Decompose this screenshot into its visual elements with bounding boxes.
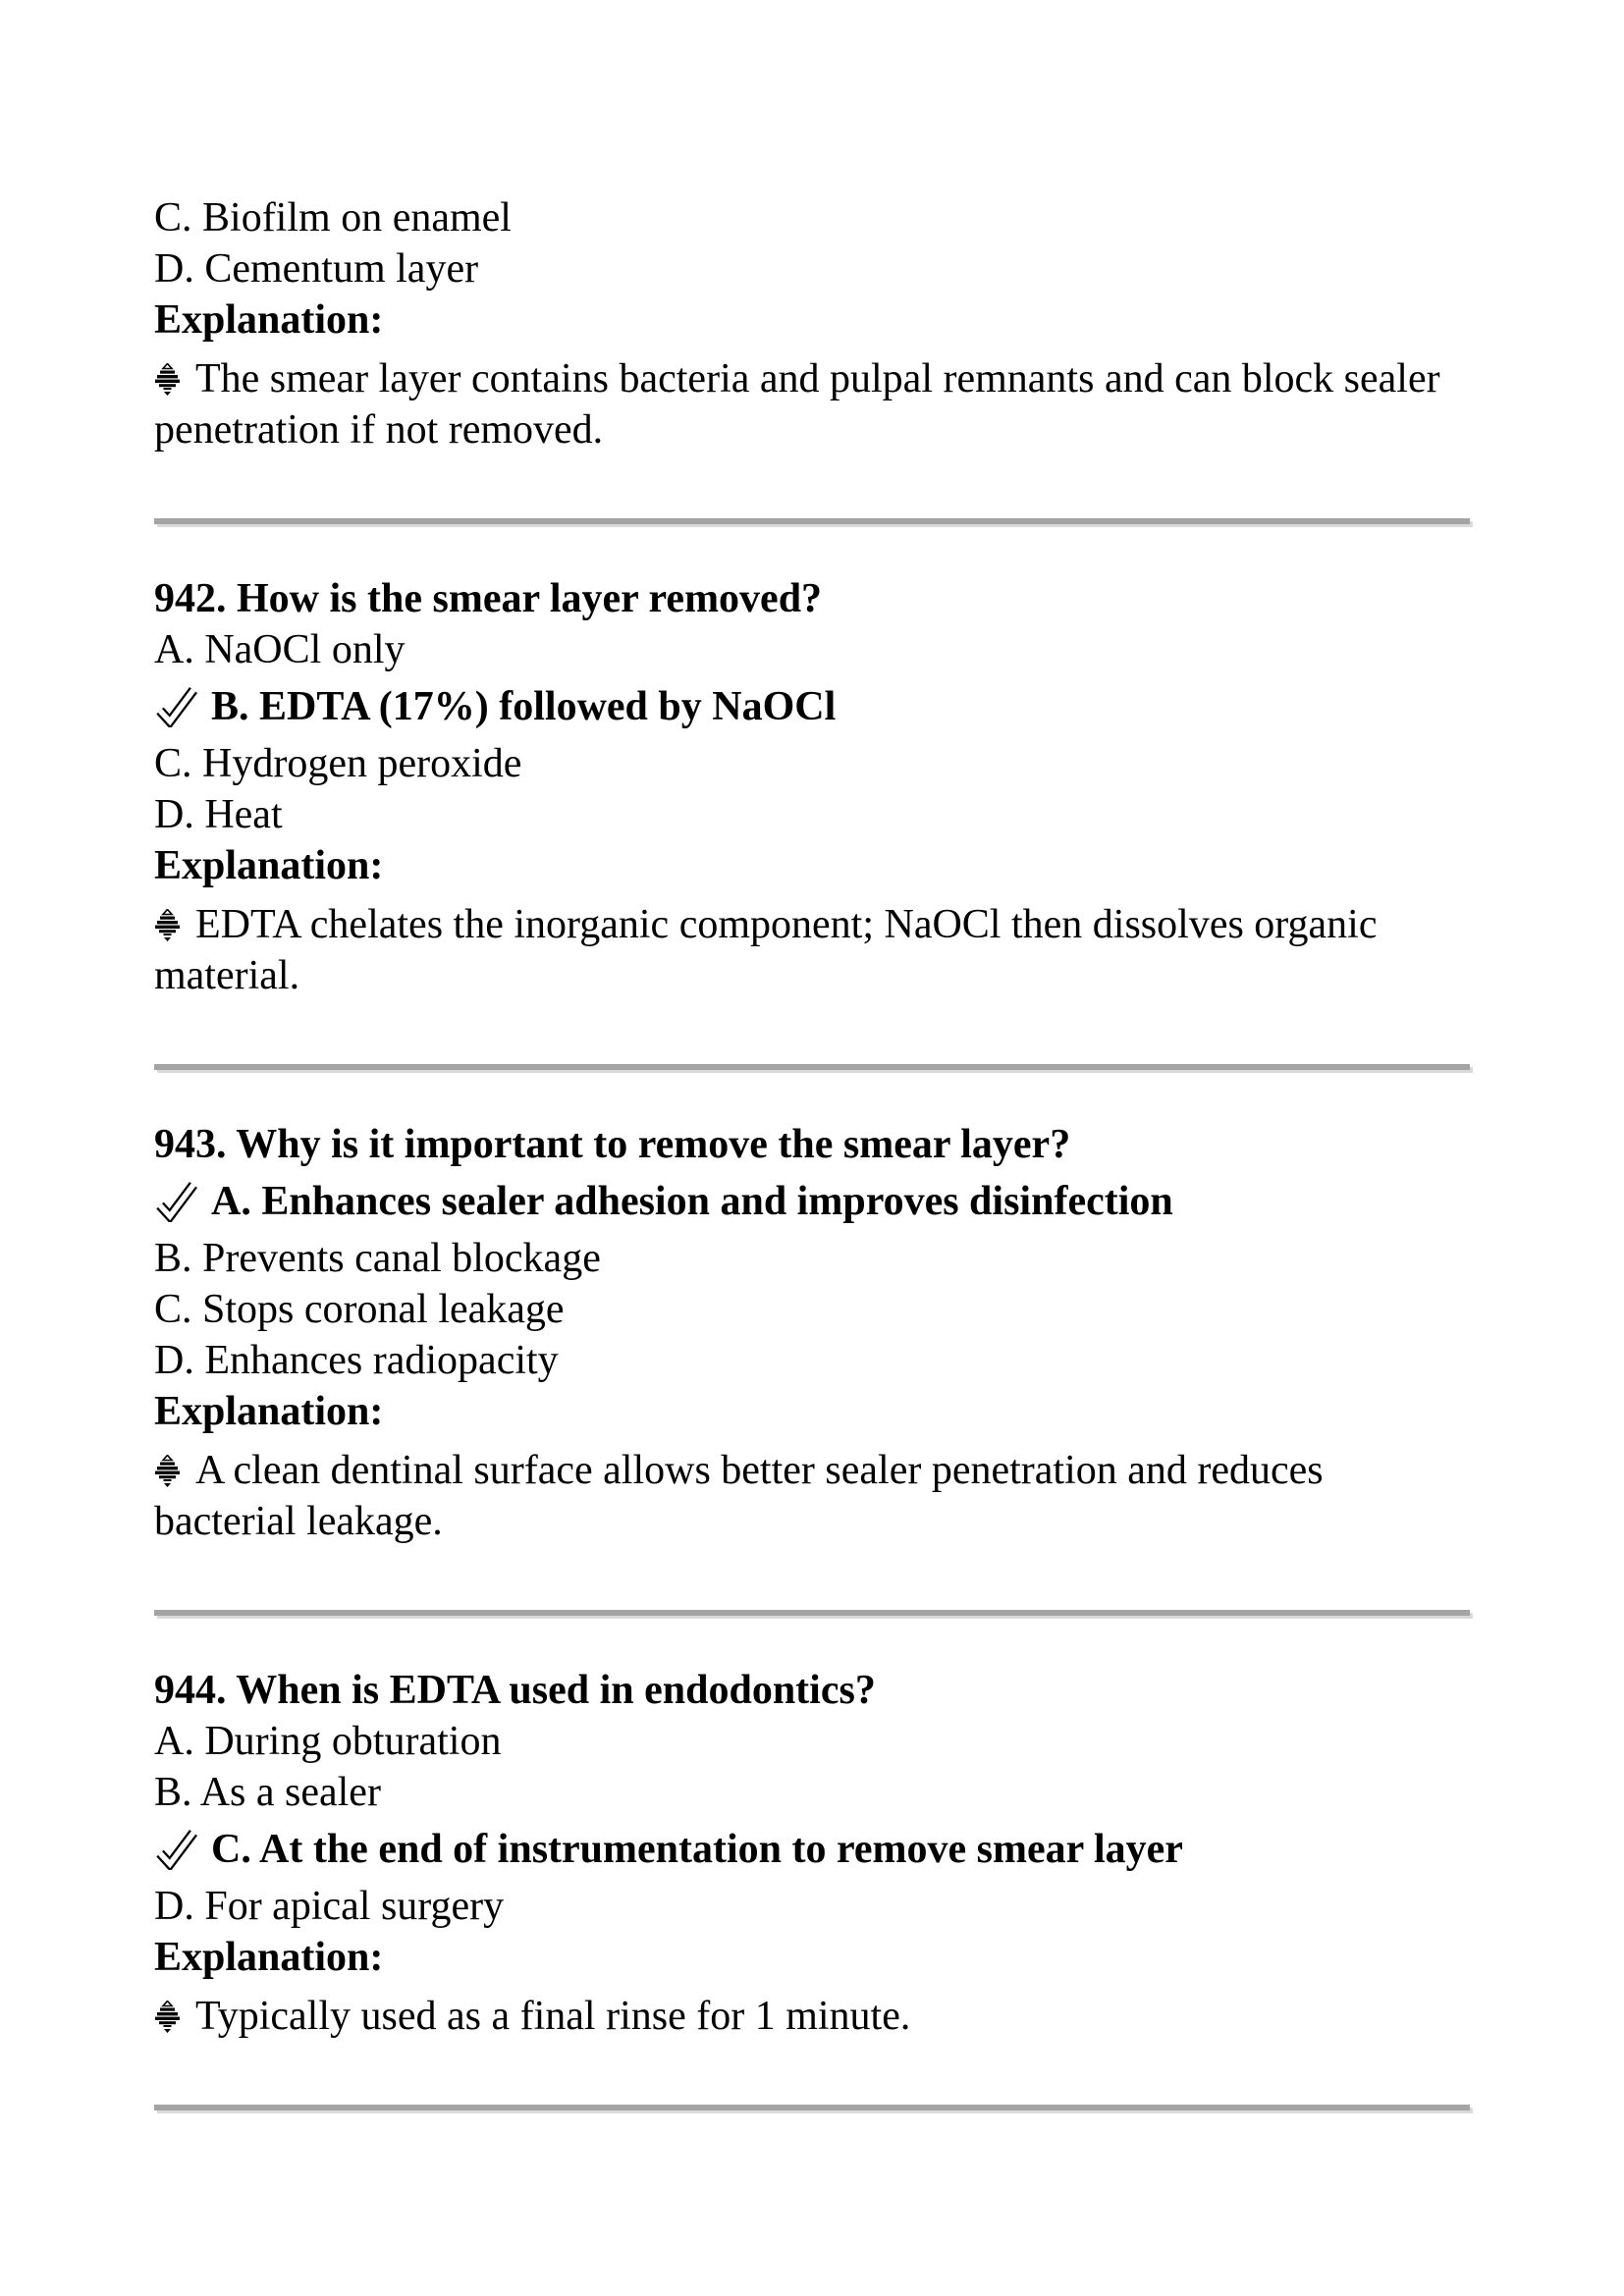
question-block xyxy=(154,192,1470,455)
explanation-text: The smear layer contains bacteria and pulpal remnants and can block sealer penetration if not removed. xyxy=(154,356,1440,453)
answer-option xyxy=(154,681,1470,732)
answer-option-label: B. EDTA (17%) followed by NaOCl xyxy=(211,684,837,729)
options-list xyxy=(154,1176,1470,1386)
question-title: 944. When is EDTA used in endodontics? xyxy=(154,1668,876,1713)
checkmark-icon xyxy=(154,686,197,727)
answer-option xyxy=(154,738,1470,789)
section-divider xyxy=(154,1064,1470,1070)
striped-diamond-icon xyxy=(154,363,181,396)
answer-option-label: C. Biofilm on enamel xyxy=(154,195,512,240)
answer-option xyxy=(154,624,1470,675)
section-divider xyxy=(154,1610,1470,1616)
answer-option-label: A. NaOCl only xyxy=(154,627,406,672)
answer-option xyxy=(154,243,1470,294)
explanation-paragraph xyxy=(154,1991,1470,2042)
answer-option-label: D. Enhances radiopacity xyxy=(154,1338,559,1383)
options-list xyxy=(154,192,1470,294)
question-title: 942. How is the smear layer removed? xyxy=(154,576,823,621)
questions-list xyxy=(154,192,1470,2110)
answer-option-label: B. As a sealer xyxy=(154,1770,381,1815)
answer-option-label: D. For apical surgery xyxy=(154,1884,505,1929)
explanation-text: A clean dentinal surface allows better sealer penetration and reduces bacterial leakage. xyxy=(154,1448,1324,1544)
striped-diamond-icon xyxy=(154,2001,181,2033)
section-divider xyxy=(154,2105,1470,2110)
answer-option-label: D. Heat xyxy=(154,792,283,837)
answer-option-label: C. Hydrogen peroxide xyxy=(154,741,522,786)
answer-option xyxy=(154,1881,1470,1932)
explanation-text: EDTA chelates the inorganic component; NaOCl then dissolves organic material. xyxy=(154,902,1378,998)
explanation-text: Typically used as a final rinse for 1 minute. xyxy=(195,1994,911,2039)
explanation-paragraph xyxy=(154,1445,1470,1547)
question-block xyxy=(154,1665,1470,2042)
answer-option xyxy=(154,1233,1470,1284)
answer-option xyxy=(154,1716,1470,1767)
answer-option xyxy=(154,1824,1470,1875)
answer-option-label: B. Prevents canal blockage xyxy=(154,1236,601,1281)
answer-option xyxy=(154,192,1470,243)
explanation-heading: Explanation: xyxy=(154,297,384,343)
options-list xyxy=(154,1716,1470,1932)
checkmark-icon xyxy=(154,1181,197,1222)
question-block xyxy=(154,573,1470,1001)
options-list xyxy=(154,624,1470,840)
explanation-heading: Explanation: xyxy=(154,1935,384,1980)
answer-option xyxy=(154,1335,1470,1386)
answer-option xyxy=(154,789,1470,840)
explanation-paragraph xyxy=(154,353,1470,455)
explanation-paragraph xyxy=(154,899,1470,1001)
striped-diamond-icon xyxy=(154,1455,181,1487)
answer-option-label: D. Cementum layer xyxy=(154,246,479,292)
explanation-heading: Explanation: xyxy=(154,843,384,888)
question-block xyxy=(154,1119,1470,1547)
answer-option-label: A. During obturation xyxy=(154,1719,502,1764)
striped-diamond-icon xyxy=(154,909,181,941)
section-divider xyxy=(154,518,1470,524)
explanation-heading: Explanation: xyxy=(154,1389,384,1434)
answer-option-label: C. Stops coronal leakage xyxy=(154,1287,565,1332)
answer-option-label: C. At the end of instrumentation to remove smear layer xyxy=(211,1827,1183,1872)
answer-option xyxy=(154,1284,1470,1335)
question-title: 943. Why is it important to remove the smear layer? xyxy=(154,1122,1071,1167)
answer-option-label: A. Enhances sealer adhesion and improves disinfection xyxy=(211,1179,1173,1224)
answer-option xyxy=(154,1767,1470,1818)
answer-option xyxy=(154,1176,1470,1227)
checkmark-icon xyxy=(154,1829,197,1870)
